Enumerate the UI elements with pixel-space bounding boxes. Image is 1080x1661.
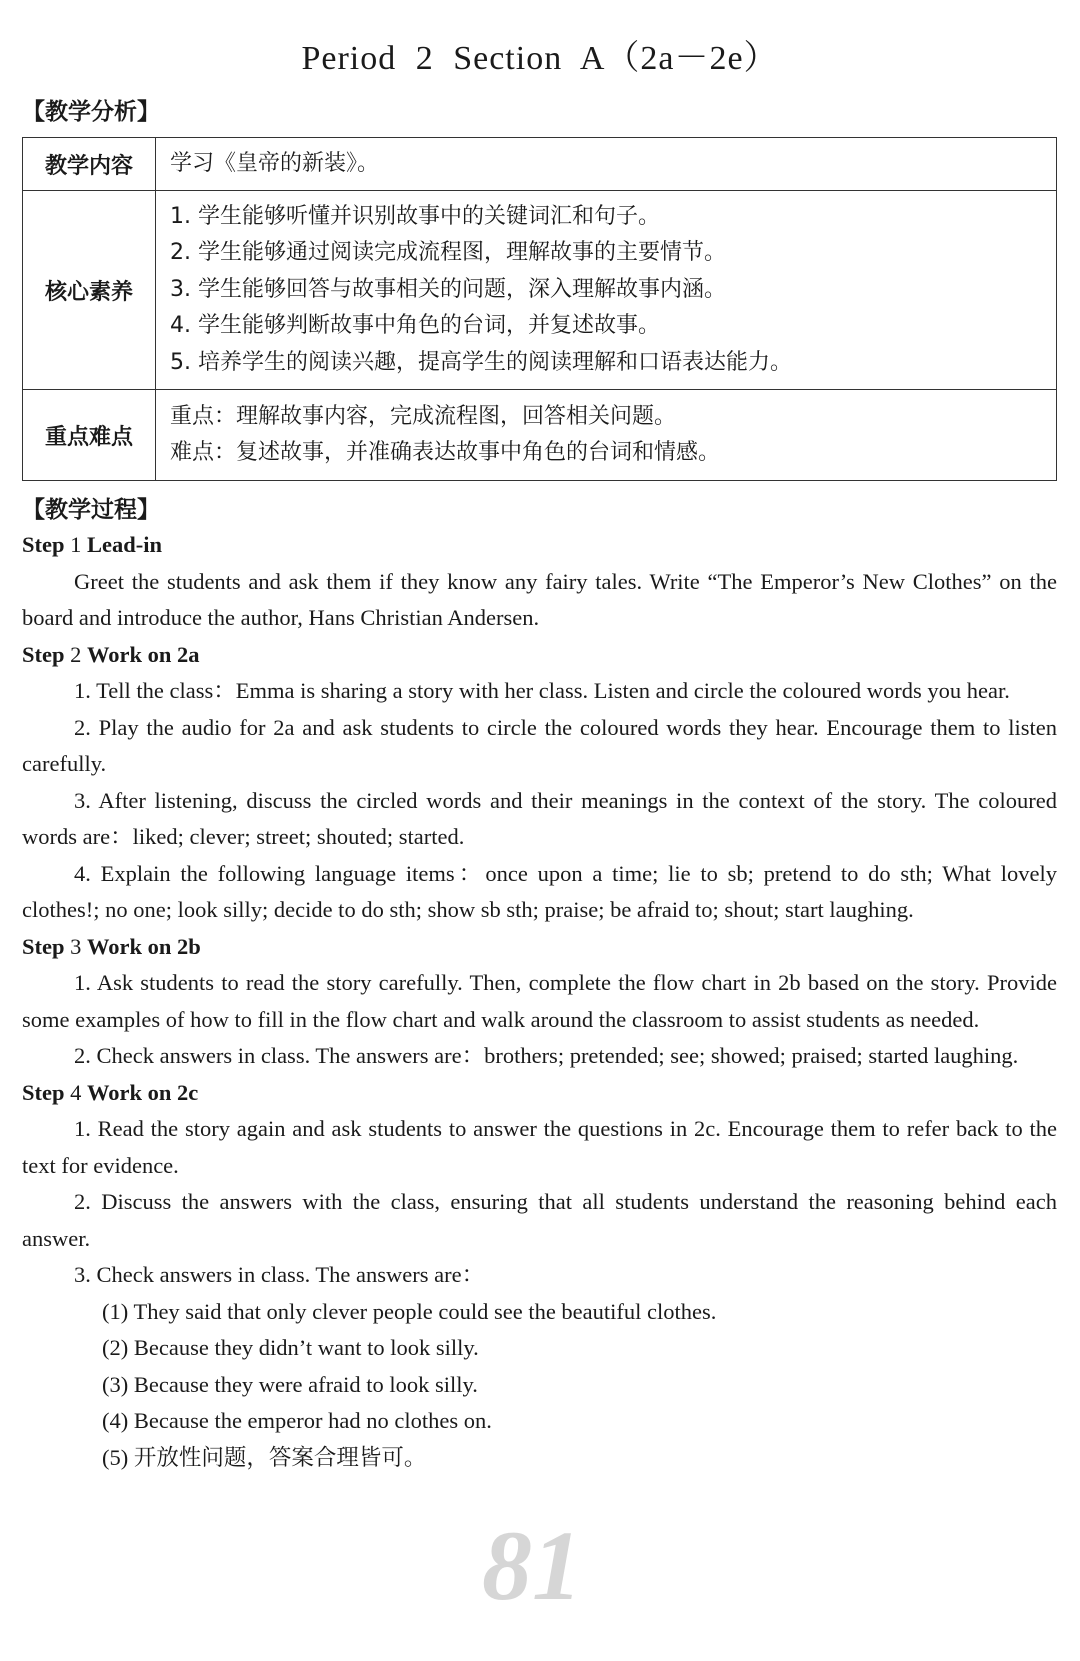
- process-content: [22, 527, 1057, 1476]
- step-paragraph: 1. Ask students to read the story carefully. Then, complete the flow chart in 2b based on the story. Provide some examples of how to fill in the flow chart and walk around the classroom to assist students as needed.: [22, 970, 1057, 1032]
- step-heading: [22, 929, 1057, 966]
- table-row-core: [23, 191, 1057, 390]
- step-paragraph: 3. After listening, discuss the circled words and their meanings in the context of the story. The coloured words are：liked; clever; street; shouted; started.: [22, 787, 1057, 849]
- step-paragraph: 1. Tell the class：Emma is sharing a story with her class. Listen and circle the coloured words you hear.: [74, 678, 1010, 703]
- step-paragraph: 2. Check answers in class. The answers are：brothers; pretended; see; showed; praised; started laughing.: [74, 1043, 1019, 1068]
- table-row-content: [23, 138, 1057, 191]
- step-paragraph: 1. Read the story again and ask students to answer the questions in 2c. Encourage them to refer back to the text for evidence.: [22, 1116, 1057, 1178]
- analysis-table: [22, 137, 1057, 481]
- content-label: 教学内容: [23, 138, 156, 191]
- step-word: Step: [22, 1079, 65, 1105]
- step-name: Work on 2c: [87, 1079, 199, 1105]
- core-item: 2. 学生能够通过阅读完成流程图，理解故事的主要情节。: [170, 240, 726, 266]
- step-number: 3: [70, 933, 82, 959]
- core-item: 4. 学生能够判断故事中角色的台词，并复述故事。: [170, 313, 660, 339]
- step-number: 2: [70, 641, 82, 667]
- key-item: 难点：复述故事，并准确表达故事中角色的台词和情感。: [170, 440, 721, 465]
- step-heading: [22, 527, 1057, 564]
- step-paragraph: 4. Explain the following language items：once upon a time; lie to sb; pretend to do sth; What lovely clothes!; no one; look silly; decide to do sth; show sb sth; praise; be afraid to; shout; start laughing.: [22, 860, 1057, 922]
- core-label: 核心素养: [23, 191, 156, 390]
- step-heading: [22, 637, 1057, 674]
- answer-item: (2) Because they didn’t want to look silly.: [102, 1335, 479, 1360]
- core-item: 1. 学生能够听懂并识别故事中的关键词汇和句子。: [170, 203, 660, 229]
- step-paragraph: Greet the students and ask them if they know any fairy tales. Write “The Emperor’s New Clothes” on the board and introduce the author, Hans Christian Andersen.: [22, 568, 1057, 630]
- key-item: 重点：理解故事内容，完成流程图，回答相关问题。: [170, 403, 677, 429]
- step-word: Step: [22, 532, 65, 557]
- step-name: Work on 2b: [87, 933, 201, 959]
- key-label: 重点难点: [23, 390, 156, 481]
- table-row-key: [23, 390, 1057, 481]
- answer-item: (5) 开放性问题，答案合理皆可。: [102, 1444, 427, 1470]
- content-value: 学习《皇帝的新装》。: [156, 138, 1057, 191]
- core-item: 5. 培养学生的阅读兴趣，提高学生的阅读理解和口语表达能力。: [170, 349, 792, 375]
- step-paragraph: 2. Discuss the answers with the class, ensuring that all students understand the reasoning behind each answer.: [22, 1189, 1057, 1251]
- step-name: Lead-in: [87, 532, 163, 557]
- page-number: 81: [482, 1510, 582, 1621]
- process-heading: 【教学过程】: [22, 497, 160, 523]
- step-paragraph: 3. Check answers in class. The answers are：: [74, 1262, 485, 1287]
- core-list: [156, 191, 1057, 390]
- step-heading: [22, 1075, 1057, 1112]
- answer-item: (3) Because they were afraid to look silly.: [102, 1371, 478, 1397]
- core-item: 3. 学生能够回答与故事相关的问题，深入理解故事内涵。: [170, 276, 726, 302]
- step-number: 1: [70, 532, 82, 557]
- answer-item: (1) They said that only clever people could see the beautiful clothes.: [102, 1298, 717, 1324]
- page-title: Period 2 Section A（2a－2e）: [301, 40, 779, 77]
- step-word: Step: [22, 641, 65, 667]
- step-number: 4: [70, 1079, 82, 1105]
- answer-item: (4) Because the emperor had no clothes on.: [102, 1408, 492, 1433]
- analysis-heading: 【教学分析】: [22, 99, 160, 125]
- key-list: [156, 390, 1057, 481]
- step-paragraph: 2. Play the audio for 2a and ask students to circle the coloured words they hear. Encourage them to listen carefully.: [22, 714, 1057, 776]
- step-name: Work on 2a: [87, 641, 200, 667]
- step-word: Step: [22, 933, 65, 959]
